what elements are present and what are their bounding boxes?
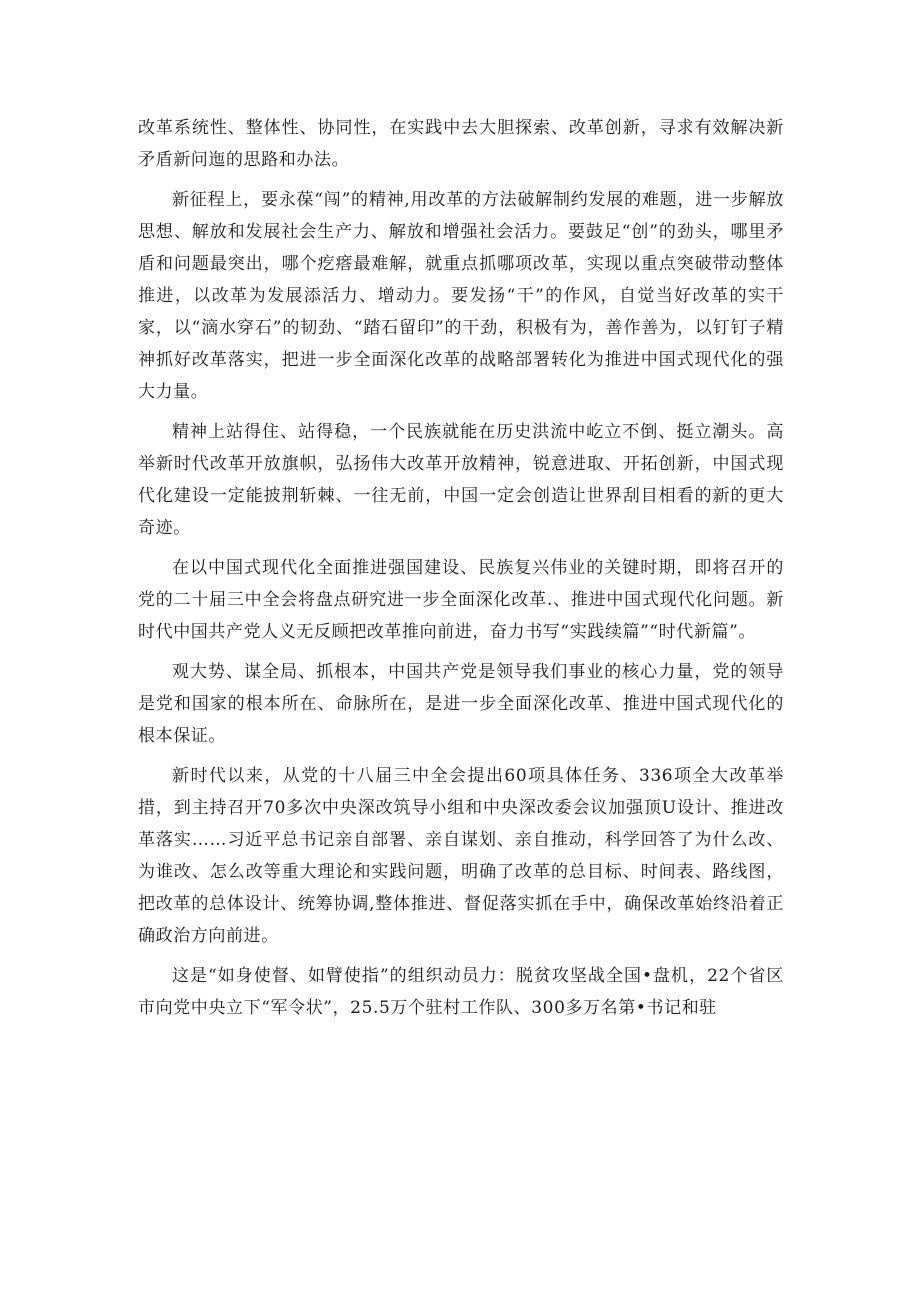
paragraph: 新征程上，要永葆“闯”的精神,用改革的方法破解制约发展的难题，进一步解放思想、解放和发展社会生产力、解放和增强社会活力。要鼓足“创”的劲头，哪里矛盾和问题最突出，哪个疙瘩最难解，就重点抓哪项改革，实现以重点突破带动整体推进，以改革为发展添活力、增动力。要发扬“干”的作风，自觉当好改革的实干家，以“滴水穿石”的韧劲、“踏石留印”的干劲，积极有为，善作善为，以钉钉子精神抓好改革落实，把进一步全面深化改革的战略部署转化为推进中国式现代化的强大力量。 [138,190,784,402]
paragraph: 在以中国式现代化全面推进强国建设、民族复兴伟业的关键时期，即将召开的党的二十届三中全会将盘点研究进一步全面深化改革.、推进中国式现代化问题。新时代中国共产党人义无反顾把改革推向前进，奋力书写“实践续篇”“时代新篇”。 [138,558,784,642]
paragraph: 新时代以来，从党的十八届三中全会提出60项具体任务、336项全大改革举措，到主持召开70多次中央深改筑导小组和中央深改委会议加强顶U设计、推进改革落实……习近平总书记亲自部署、亲自谋划、亲自推动，科学回答了为什么改、为谁改、怎么改等重大理论和实践问题，明确了改革的总目标、时间表、路线图，把改革的总体设计、统筹协调,整体推进、督促落实抓在手中，确保改革始终沿着正确政治方向前进。 [138,766,784,946]
paragraph: 观大势、谋全局、抓根本，中国共产党是领导我们事业的核心力量，党的领导是党和国家的根本所在、命脉所在，是进一步全面深化改革、推进中国式现代化的根本保证。 [138,662,784,746]
paragraph: 精神上站得住、站得稳，一个民族就能在历史洪流中屹立不倒、挺立潮头。高举新时代改革开放旗帜，弘扬伟大改革开放精神，锐意进取、开拓创新，中国式现代化建设一定能披荆斩棘、一往无前，中国一定会创造让世界刮目相看的新的更大奇迹。 [138,422,784,538]
paragraph: 这是“如身使督、如臂使指”的组织动员力：脱贫攻坚战全国•盘机，22个省区市向党中央立下“军令状”，25.5万个驻村工作队、300多万名第•书记和驻 [138,966,784,1018]
paragraph-continued: 改革系统性、整体性、协同性，在实践中去大胆探索、改革创新，寻求有效解决新矛盾新问迤的思路和办法。 [138,118,784,170]
document-page [138,112,784,1032]
